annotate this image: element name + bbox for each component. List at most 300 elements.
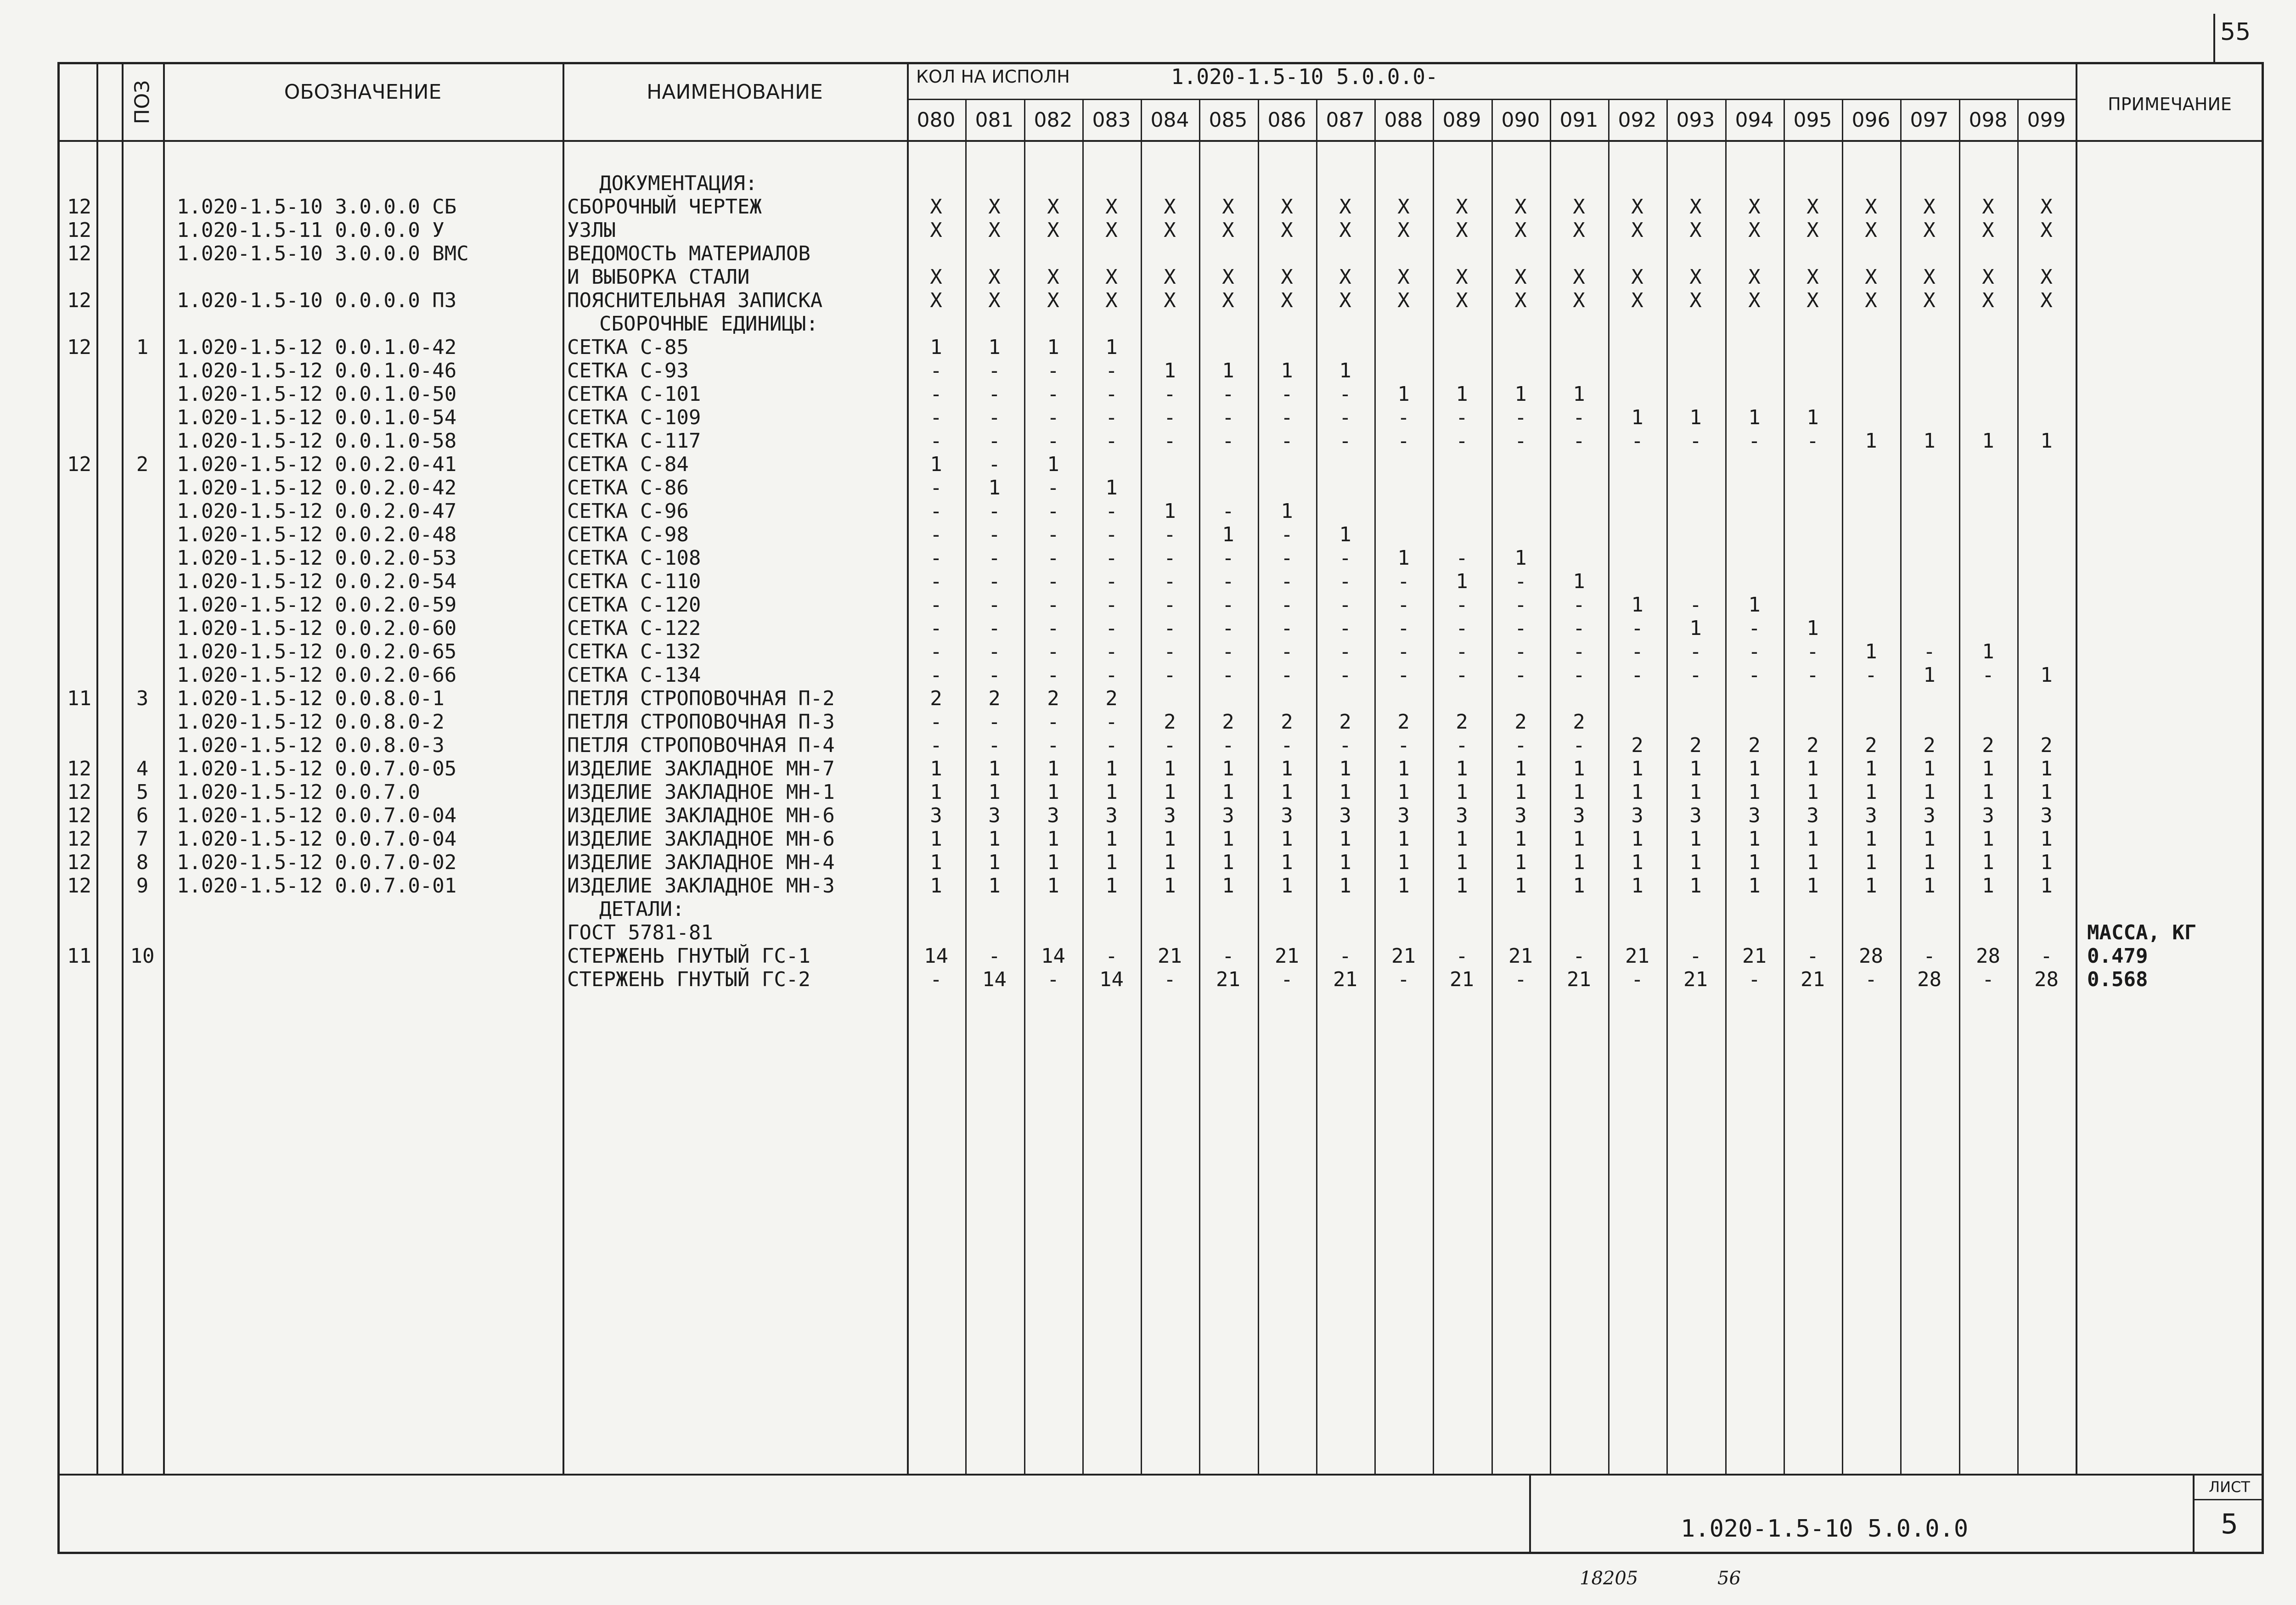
row-qty-cell: 1: [1865, 827, 1877, 851]
header-bottom-line: [57, 140, 2264, 142]
row-qty-cell: -: [1281, 546, 1293, 570]
row-qty-cell: -: [1689, 429, 1702, 453]
row-qty-cell: 1: [930, 780, 942, 804]
row-qty-cell: -: [1281, 640, 1293, 663]
variant-header: 088: [1384, 108, 1423, 132]
row-qty-cell: 21: [1801, 968, 1825, 991]
row-qty-cell: 1: [1748, 757, 1761, 780]
row-qty-cell: -: [1164, 734, 1176, 757]
row-qty-cell: 1: [1514, 780, 1527, 804]
row-qty-cell: -: [1281, 570, 1293, 593]
row-qty-cell: 14: [924, 944, 948, 968]
row-qty-cell: -: [1748, 968, 1761, 991]
row-qty-cell: -: [1806, 429, 1819, 453]
row-qty-cell: -: [1573, 734, 1585, 757]
variant-header: 091: [1559, 108, 1598, 132]
row-qty-cell: -: [1514, 663, 1527, 687]
row-qty-cell: 1: [1514, 757, 1527, 780]
row-qty-cell: 1: [1514, 546, 1527, 570]
row-qty-cell: X: [1806, 219, 1819, 242]
row-qty-cell: -: [1573, 593, 1585, 617]
row-name: СТЕРЖЕНЬ ГНУТЫЙ ГС-2: [567, 968, 810, 991]
row-qty-cell: 1: [1222, 757, 1234, 780]
row-qty-cell: X: [1923, 195, 1936, 219]
row-qty-cell: 3: [1923, 804, 1936, 827]
row-name: СБОРОЧНЫЕ ЕДИНИЦЫ:: [599, 312, 818, 336]
row-qty-cell: 2: [1339, 710, 1351, 734]
row-note: 0.479: [2087, 944, 2148, 968]
row-qty-cell: X: [1748, 195, 1761, 219]
row-designation: 1.020-1.5-12 0.0.8.0-1: [177, 687, 445, 710]
row-qty-cell: -: [930, 523, 942, 546]
row-qty-cell: 1: [1397, 546, 1410, 570]
row-qty-cell: 1: [1164, 874, 1176, 898]
row-name: СЕТКА С-86: [567, 476, 689, 499]
row-qty-cell: -: [1164, 382, 1176, 406]
row-note: МАССА, КГ: [2087, 921, 2197, 944]
row-qty-cell: -: [1456, 663, 1468, 687]
row-format: 12: [67, 242, 91, 265]
row-qty-cell: -: [1689, 663, 1702, 687]
variant-header: 085: [1209, 108, 1248, 132]
title-block-divider: [1529, 1474, 1531, 1554]
footer-note-1: 18205: [1580, 1568, 1638, 1589]
row-qty-cell: X: [1047, 289, 1059, 312]
row-qty-cell: -: [1047, 359, 1059, 382]
row-qty-cell: 3: [1397, 804, 1410, 827]
row-format: 12: [67, 827, 91, 851]
row-qty-cell: X: [1397, 289, 1410, 312]
header-note: ПРИМЕЧАНИЕ: [2108, 94, 2232, 114]
row-qty-cell: -: [1573, 406, 1585, 429]
row-qty-cell: -: [1573, 944, 1585, 968]
row-qty-cell: X: [1865, 289, 1877, 312]
row-qty-cell: -: [1047, 968, 1059, 991]
row-name: ДЕТАЛИ:: [599, 898, 685, 921]
row-qty-cell: -: [930, 406, 942, 429]
row-qty-cell: X: [1631, 195, 1643, 219]
row-qty-cell: 2: [988, 687, 1001, 710]
row-qty-cell: 1: [1514, 827, 1527, 851]
row-qty-cell: X: [1923, 289, 1936, 312]
header-designation: ОБОЗНАЧЕНИЕ: [284, 80, 442, 104]
row-name: СЕТКА С-98: [567, 523, 689, 546]
row-qty-cell: X: [1573, 195, 1585, 219]
row-qty-cell: X: [1982, 219, 1994, 242]
row-qty-cell: 21: [1158, 944, 1182, 968]
row-format: 11: [67, 687, 91, 710]
row-qty-cell: -: [988, 710, 1001, 734]
row-designation: 1.020-1.5-12 0.0.1.0-54: [177, 406, 457, 429]
row-qty-cell: -: [1456, 593, 1468, 617]
row-qty-cell: 1: [1339, 874, 1351, 898]
row-qty-cell: -: [1105, 359, 1118, 382]
row-qty-cell: 1: [1748, 874, 1761, 898]
row-qty-cell: 14: [1099, 968, 1124, 991]
row-qty-cell: -: [1164, 640, 1176, 663]
row-qty-cell: -: [1456, 734, 1468, 757]
row-qty-cell: -: [930, 476, 942, 499]
row-qty-cell: 1: [1281, 827, 1293, 851]
row-qty-cell: -: [1164, 546, 1176, 570]
row-qty-cell: 21: [1333, 968, 1357, 991]
row-qty-cell: X: [988, 195, 1001, 219]
row-qty-cell: -: [1631, 617, 1643, 640]
row-designation: 1.020-1.5-12 0.0.7.0: [177, 780, 420, 804]
row-qty-cell: 21: [1625, 944, 1649, 968]
row-qty-cell: 2: [1923, 734, 1936, 757]
row-qty-cell: 1: [1631, 827, 1643, 851]
row-qty-cell: -: [1456, 429, 1468, 453]
row-qty-cell: -: [988, 944, 1001, 968]
row-qty-cell: X: [1222, 195, 1234, 219]
row-qty-cell: X: [2040, 195, 2053, 219]
row-qty-cell: 1: [1281, 499, 1293, 523]
row-qty-cell: 1: [1689, 827, 1702, 851]
row-designation: 1.020-1.5-12 0.0.2.0-59: [177, 593, 457, 617]
row-qty-cell: -: [1397, 663, 1410, 687]
row-qty-cell: -: [1631, 640, 1643, 663]
row-qty-cell: 1: [1689, 406, 1702, 429]
row-qty-cell: 1: [1631, 757, 1643, 780]
row-qty-cell: X: [1689, 195, 1702, 219]
row-qty-cell: X: [930, 289, 942, 312]
row-qty-cell: 1: [930, 874, 942, 898]
row-qty-cell: -: [1573, 429, 1585, 453]
row-qty-cell: X: [1339, 265, 1351, 289]
row-designation: 1.020-1.5-10 0.0.0.0 ПЗ: [177, 289, 457, 312]
row-name: СЕТКА С-122: [567, 617, 701, 640]
row-format: 12: [67, 195, 91, 219]
row-qty-cell: -: [1164, 593, 1176, 617]
row-qty-cell: -: [1806, 944, 1819, 968]
row-designation: 1.020-1.5-12 0.0.8.0-2: [177, 710, 445, 734]
row-qty-cell: 3: [1573, 804, 1585, 827]
row-qty-cell: X: [1982, 265, 1994, 289]
row-qty-cell: -: [1047, 546, 1059, 570]
row-qty-cell: 1: [1105, 336, 1118, 359]
variant-header: 087: [1326, 108, 1365, 132]
row-qty-cell: -: [1281, 734, 1293, 757]
row-qty-cell: 3: [1689, 804, 1702, 827]
row-qty-cell: -: [1105, 710, 1118, 734]
row-qty-cell: -: [1105, 570, 1118, 593]
row-designation: 1.020-1.5-12 0.0.2.0-54: [177, 570, 457, 593]
variant-header: 094: [1735, 108, 1774, 132]
row-qty-cell: 1: [1923, 780, 1936, 804]
row-qty-cell: -: [1514, 968, 1527, 991]
row-qty-cell: X: [1281, 289, 1293, 312]
row-qty-cell: X: [1047, 265, 1059, 289]
row-qty-cell: -: [988, 406, 1001, 429]
sheet-number: 5: [2220, 1508, 2239, 1540]
row-designation: 1.020-1.5-12 0.0.1.0-58: [177, 429, 457, 453]
row-format: 12: [67, 851, 91, 874]
corner-page-number: 55: [2220, 18, 2251, 46]
row-qty-cell: -: [1222, 570, 1234, 593]
row-qty-cell: X: [1047, 219, 1059, 242]
row-qty-cell: 2: [1806, 734, 1819, 757]
row-qty-cell: -: [988, 429, 1001, 453]
row-qty-cell: 1: [1631, 851, 1643, 874]
row-qty-cell: 1: [988, 827, 1001, 851]
row-qty-cell: X: [1806, 265, 1819, 289]
row-qty-cell: -: [1806, 640, 1819, 663]
row-qty-cell: X: [1982, 195, 1994, 219]
row-qty-cell: 1: [1281, 359, 1293, 382]
row-qty-cell: -: [1281, 429, 1293, 453]
row-qty-cell: X: [1047, 195, 1059, 219]
row-qty-cell: 21: [1508, 944, 1533, 968]
row-qty-cell: 1: [1164, 499, 1176, 523]
row-qty-cell: 1: [1982, 827, 1994, 851]
row-name: ПЕТЛЯ СТРОПОВОЧНАЯ П-4: [567, 734, 835, 757]
variant-header: 090: [1501, 108, 1540, 132]
row-qty-cell: 1: [930, 757, 942, 780]
row-qty-cell: -: [1281, 382, 1293, 406]
row-qty-cell: X: [1631, 219, 1643, 242]
row-qty-cell: X: [1164, 219, 1176, 242]
row-qty-cell: 2: [1456, 710, 1468, 734]
row-qty-cell: -: [1047, 734, 1059, 757]
row-qty-cell: 1: [1865, 757, 1877, 780]
variant-header: 099: [2027, 108, 2066, 132]
row-name: СТЕРЖЕНЬ ГНУТЫЙ ГС-1: [567, 944, 810, 968]
row-qty-cell: -: [1105, 382, 1118, 406]
row-qty-cell: -: [1164, 663, 1176, 687]
row-qty-cell: 1: [2040, 780, 2053, 804]
row-qty-cell: 3: [1164, 804, 1176, 827]
row-qty-cell: 1: [1806, 827, 1819, 851]
row-qty-cell: 1: [988, 851, 1001, 874]
row-position: 1: [136, 336, 149, 359]
row-qty-cell: X: [1748, 219, 1761, 242]
row-qty-cell: 2: [1748, 734, 1761, 757]
row-qty-cell: -: [930, 710, 942, 734]
row-qty-cell: 1: [1047, 336, 1059, 359]
row-qty-cell: X: [1456, 219, 1468, 242]
row-format: 12: [67, 780, 91, 804]
row-qty-cell: -: [988, 523, 1001, 546]
row-qty-cell: X: [1222, 289, 1234, 312]
row-qty-cell: 1: [1806, 780, 1819, 804]
row-qty-cell: -: [1047, 570, 1059, 593]
row-qty-cell: -: [1514, 593, 1527, 617]
row-qty-cell: -: [1397, 593, 1410, 617]
row-qty-cell: -: [1514, 640, 1527, 663]
row-designation: 1.020-1.5-12 0.0.7.0-04: [177, 827, 457, 851]
row-qty-cell: 3: [1514, 804, 1527, 827]
row-name: СБОРОЧНЫЙ ЧЕРТЕЖ: [567, 195, 762, 219]
row-qty-cell: -: [1047, 710, 1059, 734]
row-qty-cell: X: [1514, 265, 1527, 289]
row-name: СЕТКА С-93: [567, 359, 689, 382]
row-qty-cell: -: [1222, 734, 1234, 757]
row-qty-cell: 1: [1748, 851, 1761, 874]
row-qty-cell: -: [1222, 499, 1234, 523]
row-qty-cell: 1: [1573, 570, 1585, 593]
row-qty-cell: 1: [1748, 593, 1761, 617]
row-qty-cell: -: [1164, 570, 1176, 593]
row-qty-cell: 1: [1806, 617, 1819, 640]
row-name: СЕТКА С-134: [567, 663, 701, 687]
row-qty-cell: 1: [2040, 429, 2053, 453]
row-qty-cell: X: [1164, 289, 1176, 312]
row-format: 12: [67, 804, 91, 827]
row-qty-cell: 1: [1923, 757, 1936, 780]
title-block-top-line: [57, 1474, 2264, 1476]
row-qty-cell: -: [1689, 944, 1702, 968]
row-qty-cell: 1: [1222, 874, 1234, 898]
row-qty-cell: -: [1105, 617, 1118, 640]
row-qty-cell: 1: [1456, 570, 1468, 593]
row-qty-cell: -: [1105, 406, 1118, 429]
row-qty-cell: 1: [1923, 663, 1936, 687]
row-qty-cell: 1: [1164, 780, 1176, 804]
row-qty-cell: -: [988, 640, 1001, 663]
row-qty-cell: 3: [1281, 804, 1293, 827]
header-qty-series: 1.020-1.5-10 5.0.0.0-: [1171, 64, 1438, 89]
row-qty-cell: -: [1982, 663, 1994, 687]
row-qty-cell: -: [1689, 640, 1702, 663]
row-designation: 1.020-1.5-12 0.0.7.0-01: [177, 874, 457, 898]
row-qty-cell: -: [1105, 944, 1118, 968]
row-qty-cell: 1: [988, 336, 1001, 359]
row-qty-cell: X: [1514, 195, 1527, 219]
row-qty-cell: -: [1047, 406, 1059, 429]
row-qty-cell: 1: [988, 780, 1001, 804]
row-qty-cell: -: [1222, 944, 1234, 968]
row-qty-cell: 14: [982, 968, 1007, 991]
row-designation: 1.020-1.5-12 0.0.2.0-47: [177, 499, 457, 523]
row-qty-cell: 1: [1456, 382, 1468, 406]
row-qty-cell: 1: [1865, 874, 1877, 898]
variant-header: 080: [917, 108, 956, 132]
row-qty-cell: -: [988, 593, 1001, 617]
row-qty-cell: 1: [1047, 780, 1059, 804]
row-qty-cell: -: [930, 499, 942, 523]
row-qty-cell: -: [988, 570, 1001, 593]
row-qty-cell: 21: [1683, 968, 1708, 991]
row-designation: 1.020-1.5-12 0.0.2.0-48: [177, 523, 457, 546]
row-qty-cell: 1: [1047, 453, 1059, 476]
row-designation: 1.020-1.5-12 0.0.2.0-66: [177, 663, 457, 687]
row-format: 12: [67, 874, 91, 898]
row-qty-cell: 2: [1573, 710, 1585, 734]
row-qty-cell: X: [988, 265, 1001, 289]
row-qty-cell: 1: [1339, 827, 1351, 851]
row-qty-cell: X: [1923, 265, 1936, 289]
row-qty-cell: 1: [1397, 757, 1410, 780]
row-qty-cell: 2: [1105, 687, 1118, 710]
row-qty-cell: X: [1339, 289, 1351, 312]
row-qty-cell: -: [1164, 617, 1176, 640]
row-qty-cell: 1: [1456, 851, 1468, 874]
row-qty-cell: X: [930, 219, 942, 242]
row-name: ИЗДЕЛИЕ ЗАКЛАДНОЕ МН-1: [567, 780, 835, 804]
row-qty-cell: 1: [1748, 780, 1761, 804]
row-qty-cell: 21: [1450, 968, 1474, 991]
row-qty-cell: 1: [1982, 874, 1994, 898]
row-qty-cell: 1: [1865, 429, 1877, 453]
row-qty-cell: -: [930, 359, 942, 382]
row-qty-cell: -: [1631, 968, 1643, 991]
row-qty-cell: 14: [1041, 944, 1065, 968]
row-name: СЕТКА С-84: [567, 453, 689, 476]
sheet-label: ЛИСТ: [2209, 1478, 2250, 1496]
variant-header: 084: [1150, 108, 1189, 132]
row-qty-cell: 2: [1047, 687, 1059, 710]
row-qty-cell: 1: [1047, 757, 1059, 780]
row-qty-cell: X: [1105, 265, 1118, 289]
row-qty-cell: -: [930, 570, 942, 593]
row-qty-cell: 3: [1339, 804, 1351, 827]
row-name: СЕТКА С-110: [567, 570, 701, 593]
row-qty-cell: -: [1047, 382, 1059, 406]
row-qty-cell: 1: [1923, 874, 1936, 898]
corner-box-line: [2213, 14, 2215, 62]
row-qty-cell: 2: [1631, 734, 1643, 757]
row-qty-cell: 3: [2040, 804, 2053, 827]
row-qty-cell: -: [1222, 593, 1234, 617]
row-designation: 1.020-1.5-12 0.0.1.0-46: [177, 359, 457, 382]
row-qty-cell: 1: [1047, 827, 1059, 851]
row-designation: 1.020-1.5-10 3.0.0.0 ВМС: [177, 242, 469, 265]
row-qty-cell: 21: [1275, 944, 1299, 968]
row-qty-cell: 1: [1631, 593, 1643, 617]
row-qty-cell: 1: [1689, 874, 1702, 898]
row-qty-cell: 2: [1514, 710, 1527, 734]
row-position: 4: [136, 757, 149, 780]
row-qty-cell: -: [1339, 570, 1351, 593]
row-qty-cell: X: [1456, 195, 1468, 219]
row-qty-cell: X: [1456, 289, 1468, 312]
row-qty-cell: X: [1573, 265, 1585, 289]
header-name: НАИМЕНОВАНИЕ: [647, 80, 823, 104]
row-qty-cell: -: [1281, 523, 1293, 546]
row-qty-cell: X: [930, 195, 942, 219]
row-qty-cell: X: [1105, 289, 1118, 312]
row-qty-cell: 28: [1917, 968, 1941, 991]
row-qty-cell: 28: [1859, 944, 1883, 968]
row-qty-cell: 1: [1456, 874, 1468, 898]
row-position: 3: [136, 687, 149, 710]
row-format: 12: [67, 289, 91, 312]
row-name: ГОСТ 5781-81: [567, 921, 713, 944]
row-qty-cell: 1: [1748, 827, 1761, 851]
row-qty-cell: 1: [1865, 640, 1877, 663]
row-qty-cell: -: [1105, 429, 1118, 453]
row-qty-cell: 1: [1222, 827, 1234, 851]
row-qty-cell: -: [1865, 968, 1877, 991]
row-qty-cell: X: [1689, 289, 1702, 312]
row-qty-cell: -: [1456, 944, 1468, 968]
row-name: ВЕДОМОСТЬ МАТЕРИАЛОВ: [567, 242, 810, 265]
row-qty-cell: -: [988, 734, 1001, 757]
row-qty-cell: -: [1865, 663, 1877, 687]
row-name: ДОКУМЕНТАЦИЯ:: [599, 172, 758, 195]
row-qty-cell: X: [1339, 195, 1351, 219]
row-qty-cell: -: [1397, 617, 1410, 640]
row-qty-cell: 1: [1748, 406, 1761, 429]
row-qty-cell: -: [1105, 546, 1118, 570]
row-qty-cell: 1: [1806, 874, 1819, 898]
row-qty-cell: -: [1456, 546, 1468, 570]
row-qty-cell: 1: [1923, 851, 1936, 874]
row-qty-cell: 3: [1631, 804, 1643, 827]
row-qty-cell: -: [1281, 406, 1293, 429]
row-qty-cell: -: [1573, 663, 1585, 687]
